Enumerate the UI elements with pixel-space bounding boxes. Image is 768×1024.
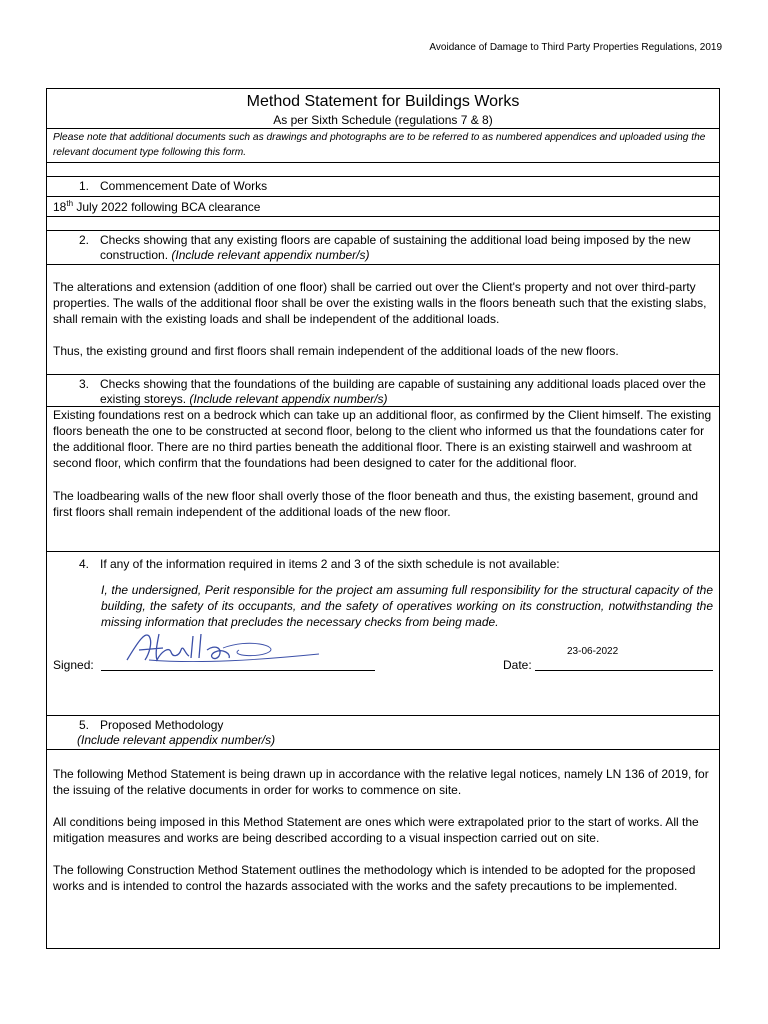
section-5-heading	[47, 716, 719, 750]
section-1-answer	[47, 197, 719, 217]
paragraph: Existing foundations rest on a bedrock which can take up an additional floor, as confirmed by the Client himself. The existing floors beneath the one to be constructed at second floor, belong to the client who informed us that the foundations cater for the additional floor. There are no third parties beneath the additional floor. There is an existing stairwell and washroom at second floor, which confirm that the foundations had been designed to cater for the additional floor.	[53, 408, 712, 470]
commencement-rest: July 2022 following BCA clearance	[73, 200, 261, 214]
date-label: Date:	[503, 658, 532, 672]
section-number: 3.	[79, 377, 90, 391]
spacer-row	[47, 217, 719, 231]
section-2-heading	[47, 231, 719, 265]
date-value: 23-06-2022	[567, 646, 619, 657]
section-5-answer	[47, 750, 719, 948]
form-title: Method Statement for Buildings Works	[246, 93, 520, 110]
regulation-header: Avoidance of Damage to Third Party Properties Regulations, 2019	[429, 42, 722, 53]
section-title: Checks showing that the foundations of the building are capable of sustaining any additional loads placed over the existing storeys.	[100, 377, 706, 406]
paragraph: All conditions being imposed in this Method Statement are ones which were extrapolated prior to the start of works. All the mitigation measures and works are being described according to a visual inspection carried out on site.	[53, 815, 699, 845]
section-3-heading	[47, 375, 719, 407]
documents-note: Please note that additional documents such as drawings and photographs are to be referred to as numbered appendices and uploaded using the relevant document type following this form.	[47, 129, 719, 163]
signature-row	[47, 630, 719, 674]
section-3-answer	[47, 407, 719, 552]
section-2-answer	[47, 265, 719, 375]
section-4-heading	[47, 555, 719, 572]
section-title: Commencement Date of Works	[100, 179, 268, 193]
section-title: Checks showing that any existing floors are capable of sustaining the additional load being imposed by the new construction.	[100, 233, 691, 262]
signed-label: Signed:	[53, 658, 94, 672]
appendix-note: (Include relevant appendix number/s)	[171, 248, 370, 262]
appendix-note: (Include relevant appendix number/s)	[77, 733, 276, 747]
paragraph: Thus, the existing ground and first floors shall remain independent of the additional loads of the new floors.	[53, 344, 619, 358]
section-title: Proposed Methodology	[100, 718, 224, 732]
declaration-text: I, the undersigned, Perit responsible for the project am assuming full responsibility for the structural capacity of the building, the safety of its occupants, and the safety of operatives working on its construction, notwithstanding the missing information that precludes the necessary checks from being made.	[101, 583, 713, 629]
method-statement-form	[46, 88, 720, 949]
section-number: 5.	[79, 718, 90, 732]
form-title-block	[47, 89, 719, 129]
section-title: If any of the information required in items 2 and 3 of the sixth schedule is not available:	[100, 557, 560, 571]
appendix-note: (Include relevant appendix number/s)	[189, 392, 388, 406]
commencement-day-suffix: th	[66, 199, 74, 208]
handwritten-signature	[119, 630, 329, 666]
section-number: 1.	[79, 179, 90, 193]
paragraph: The following Construction Method Statement outlines the methodology which is intended to be adopted for the proposed works and is intended to control the hazards associated with the works and the safety precautions to be implemented.	[53, 863, 696, 893]
paragraph: The alterations and extension (addition of one floor) shall be carried out over the Client's property and not over third-party properties. The walls of the additional floor shall be over the existing walls in the floors beneath such that the existing slabs, shall remain with the existing loads and shall be independent of the additional loads.	[53, 280, 707, 326]
section-1-heading	[47, 177, 719, 197]
section-number: 2.	[79, 233, 90, 247]
spacer-row	[47, 163, 719, 177]
date-line[interactable]	[535, 670, 713, 671]
commencement-day: 18	[53, 200, 67, 214]
form-subtitle: As per Sixth Schedule (regulations 7 & 8)	[273, 113, 493, 127]
section-4	[47, 552, 719, 716]
paragraph: The loadbearing walls of the new floor shall overly those of the floor beneath and thus, the existing basement, ground and first floors shall remain independent of the additional loads of the new floor.	[53, 489, 699, 519]
signature-line[interactable]	[101, 670, 375, 671]
section-number: 4.	[79, 557, 90, 571]
paragraph: The following Method Statement is being drawn up in accordance with the relative legal notices, namely LN 136 of 2019, for the issuing of the relative documents in order for works to commence on site.	[53, 767, 709, 797]
